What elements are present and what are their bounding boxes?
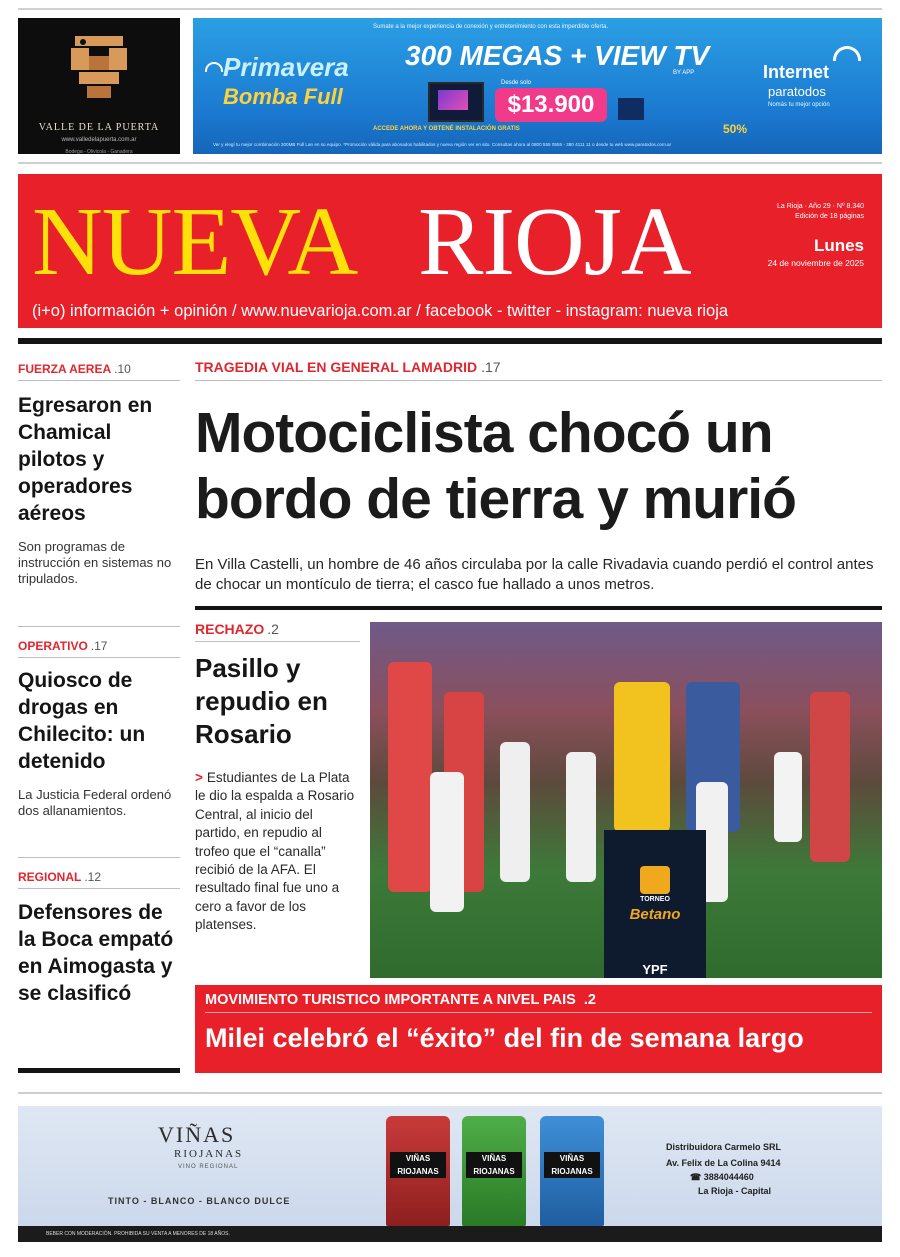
sidebar-headline-1[interactable]: Egresaron en Chamical pilotos y operadores aéreos (18, 394, 153, 525)
player-figure (810, 692, 850, 862)
ad-activa: ACCEDE AHORA Y OBTENÉ INSTALACIÓN GRATIS (373, 126, 520, 132)
second-kicker[interactable] (195, 621, 279, 637)
edition-line2: Edición de 18 páginas (795, 213, 864, 220)
bottom-story-box[interactable] (195, 985, 882, 1073)
ad-bomba: Bomba Full (223, 84, 343, 109)
can-label: VIÑAS RIOJANAS (390, 1152, 446, 1178)
sponsor-label: YPF (642, 962, 668, 977)
ad-top-rule (18, 1092, 882, 1094)
sidebar-kicker-3[interactable] (18, 870, 101, 884)
league-badge-icon (640, 866, 670, 894)
masthead-tagline: (i+o) información + opinión / www.nuevarioja.com.ar / facebook - twitter - instagram: nueva rioja (32, 302, 729, 320)
ad-topline: Sumate a la mejor experiencia de conexión y entretenimiento con esta imperdible oferta. (373, 24, 609, 30)
ad-sumate: Nomás tu mejor opción (768, 102, 830, 108)
main-dek: En Villa Castelli, un hombre de 46 años circulaba por la calle Rivadavia cuando perdió el control antes de chocar un montículo de tierra; el casco fue hallado a unos metros. (195, 556, 874, 593)
ad-vinas-riojanas[interactable] (18, 1106, 882, 1242)
main-kicker-rule (195, 380, 882, 381)
bottom-story-headline[interactable]: Milei celebró el “éxito” del fin de semana largo (205, 1023, 804, 1053)
kicker-text: OPERATIVO (18, 639, 88, 653)
sidebar-divider (18, 380, 180, 381)
bottom-story-rule (205, 1012, 872, 1013)
page-ref: .12 (84, 870, 102, 884)
wifi-logo-icon (833, 46, 861, 61)
sidebar-kicker-1[interactable] (18, 362, 131, 376)
masthead-top-rule (18, 162, 882, 164)
player-figure (388, 662, 432, 892)
ad-megas: 300 MEGAS + VIEW TV (405, 40, 710, 71)
ad-valle-de-la-puerta[interactable] (18, 18, 180, 154)
ad-brand: VIÑAS (158, 1122, 236, 1147)
child-figure (500, 742, 530, 882)
sidebar-dek-2: La Justicia Federal ordenó dos allanamientos. (18, 787, 172, 818)
page-ref: .17 (481, 359, 501, 375)
masthead-bottom-bar (18, 338, 882, 344)
sidebar-headline-3[interactable]: Defensores de la Boca empató en Aimogasta y se clasificó (18, 901, 174, 1005)
second-body (195, 769, 360, 935)
kicker-text: MOVIMIENTO TURISTICO IMPORTANTE A NIVEL PAIS (205, 992, 576, 1008)
child-figure (430, 772, 464, 912)
ad-vino: VINO REGIONAL (178, 1164, 239, 1170)
trophy-brand: Betano (629, 906, 681, 923)
story-photo[interactable] (370, 622, 882, 978)
wine-can-blue (540, 1116, 604, 1226)
main-kicker[interactable] (195, 359, 501, 375)
bottom-story-kicker (205, 992, 596, 1008)
page-ref: .2 (583, 992, 596, 1008)
tv-icon (428, 82, 484, 122)
ad-internet: Internet (763, 62, 830, 82)
trophy-pedestal (604, 830, 706, 978)
ad-left-sub: Bodega - Olivicola - Ganadera (65, 149, 133, 155)
second-kicker-rule (195, 641, 360, 642)
masthead-edition (744, 202, 864, 222)
sidebar-divider (18, 888, 180, 889)
ad-city: La Rioja - Capital (698, 1186, 772, 1196)
can-label: VIÑAS RIOJANAS (466, 1152, 522, 1178)
ad-legal: Ver y elegí tu mejor combinación 300MB Full Lan en su equipo. *Promoción válida para abonados habilitados y nueva región ver en sito. Consultas ahora al 0800 555 0555 - 380 4111 11 o desde tu web www.paratodos.com.ar (213, 142, 672, 147)
ad-bottom-legal: BEBER CON MODERACIÓN. PROHIBIDA SU VENTA A MENORES DE 18 AÑOS. (18, 1226, 882, 1242)
sidebar-kicker-2[interactable] (18, 639, 107, 653)
second-headline[interactable]: Pasillo y repudio en Rosario (195, 653, 328, 749)
ad-paratodos: paratodos (768, 84, 826, 99)
ad-internet-paratodos[interactable] (193, 18, 882, 154)
main-bottom-rule (195, 606, 882, 610)
ad-address: Av. Felix de La Colina 9414 (666, 1158, 781, 1168)
sidebar-divider (18, 857, 180, 858)
ad-brand-sub: RIOJANAS (174, 1148, 244, 1160)
ad-left-name: VALLE DE LA PUERTA (38, 122, 160, 133)
sidebar-headline-2[interactable]: Quiosco de drogas en Chilecito: un detenido (18, 669, 146, 773)
child-figure (566, 752, 596, 882)
kicker-text: FUERZA AEREA (18, 362, 112, 376)
masthead-day: Lunes (813, 236, 864, 255)
wine-can-green (462, 1116, 526, 1226)
ad-phone: ☎ 3884044460 (690, 1172, 754, 1182)
ad-left-url: www.valledelapuerta.com.ar (61, 137, 137, 143)
main-headline[interactable]: Motociclista chocó un bordo de tierra y murió (195, 401, 796, 531)
ad-descuento: 50% (723, 122, 748, 136)
sidebar-divider (18, 626, 180, 627)
ad-price: $13.900 (495, 88, 607, 122)
wine-can-red (386, 1116, 450, 1226)
kicker-text: TRAGEDIA VIAL EN GENERAL LAMADRID (195, 359, 478, 375)
ad-tipos: TINTO - BLANCO - BLANCO DULCE (108, 1196, 291, 1206)
sidebar-dek-1: Son programas de instrucción en sistemas no tripulados. (18, 539, 172, 586)
kicker-text: REGIONAL (18, 870, 82, 884)
child-figure (774, 752, 802, 842)
decoder-icon (618, 98, 644, 120)
wifi-icon (205, 62, 223, 72)
chevron-right-icon: > (195, 770, 203, 785)
masthead-title-rioja: RIOJA (418, 188, 691, 296)
page-ref: .2 (267, 621, 279, 637)
kicker-text: RECHAZO (195, 621, 265, 637)
ad-viewapp: BY APP (673, 70, 695, 76)
ad-distributor: Distribuidora Carmelo SRL (666, 1142, 782, 1152)
page-ref: .10 (114, 362, 131, 376)
masthead (18, 174, 882, 328)
sidebar-divider (18, 657, 180, 658)
second-body-text: Estudiantes de La Plata le dio la espalda a Rosario Central, al inicio del partido, en repudio al trofeo que el “canalla” recibió de la AFA. El resultado final fue uno a cero a favor de los platenses. (195, 770, 355, 933)
phone-number: 3884044460 (703, 1172, 754, 1182)
masthead-title-nueva: NUEVA (32, 188, 358, 296)
edition-line1: La Rioja · Año 29 · Nº 8.340 (777, 203, 864, 210)
player-figure (614, 682, 670, 832)
page-ref: .17 (90, 639, 108, 653)
top-rule (18, 8, 882, 10)
ad-desde: Desde solo (501, 80, 532, 86)
trophy-label: TORNEO (640, 896, 670, 903)
ad-primavera: Primavera (223, 52, 349, 82)
masthead-date: 24 de noviembre de 2025 (767, 258, 864, 268)
winery-logo-icon (69, 32, 129, 102)
can-label: VIÑAS RIOJANAS (544, 1152, 600, 1178)
sidebar-bottom-bar (18, 1068, 180, 1073)
